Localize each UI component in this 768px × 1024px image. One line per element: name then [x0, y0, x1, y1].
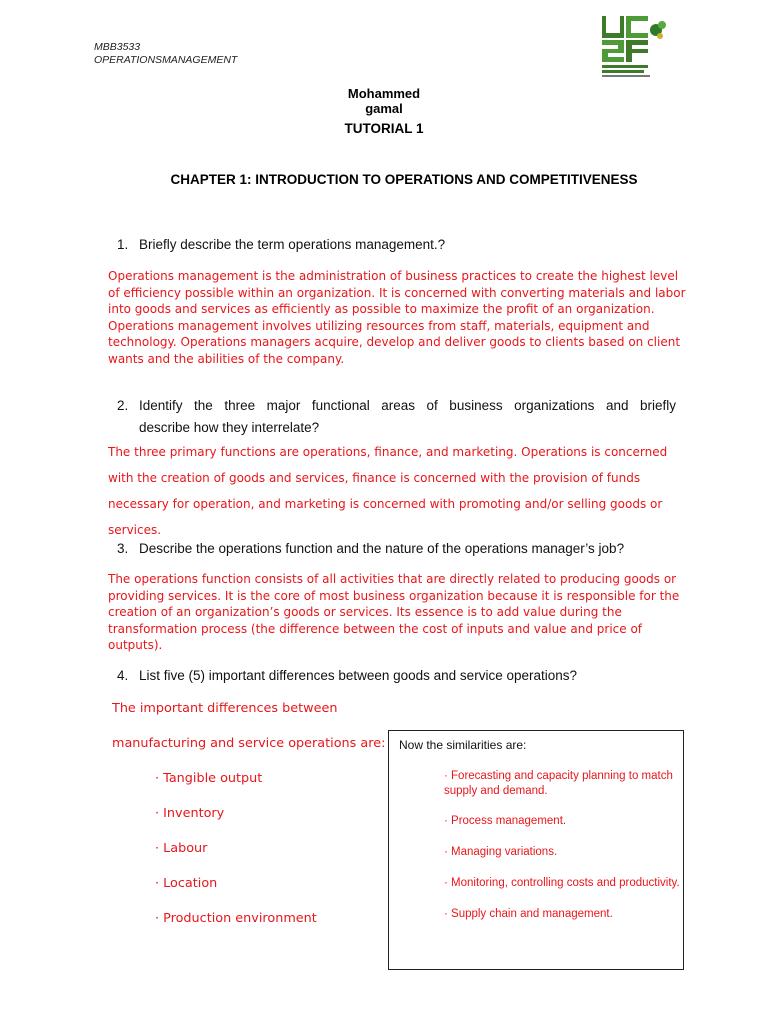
question-text: Describe the operations function and the nature of the operations manager’s job?	[139, 541, 625, 556]
question-number: 1.	[117, 237, 129, 252]
question-4	[117, 668, 577, 683]
similarities-box	[388, 730, 684, 970]
difference-item: · Inventory	[155, 806, 225, 821]
author-last-name: gamal	[365, 101, 403, 116]
similarity-item: · Forecasting and capacity planning to match supply and demand.	[444, 770, 673, 797]
similarity-item: · Managing variations.	[444, 846, 558, 858]
ucsf-logo-icon	[598, 12, 670, 82]
question-number: 2.	[117, 398, 129, 413]
similarities-title: Now the similarities are:	[399, 738, 527, 752]
question-2-line2: describe how they interrelate?	[139, 420, 320, 435]
difference-item: · Tangible output	[155, 771, 263, 786]
answer-1: Operations management is the administration of business practices to create the highest level of efficiency possible within an organization. It is concerned with converting materials and labor into goods and services as efficiently as possible to maximize the profit of an organization. Operations management involves utilizing resources from staff, materials, equipment and technology. Operations managers acquire, develop and deliver goods to clients based on client wants and the abilities of the company.	[108, 269, 686, 366]
question-text: List five (5) important differences between goods and service operations?	[139, 668, 577, 683]
question-3	[117, 541, 624, 556]
similarity-item: · Monitoring, controlling costs and productivity.	[444, 877, 680, 889]
similarity-item: · Supply chain and management.	[444, 908, 613, 920]
differences-intro-line1: The important differences between	[112, 701, 338, 716]
tutorial-title: TUTORIAL 1	[344, 121, 424, 136]
difference-item: · Location	[155, 876, 218, 891]
course-name: OPERATIONSMANAGEMENT	[94, 53, 238, 66]
question-text-line1: Identify the three major functional areas of business organizations and briefly	[139, 398, 676, 413]
differences-intro-line2: manufacturing and service operations are:	[112, 736, 386, 751]
question-number: 4.	[117, 668, 129, 683]
question-number: 3.	[117, 541, 129, 556]
answer-3: The operations function consists of all activities that are directly related to producing goods or providing services. It is the core of most business organization because it is responsible for the creation of an organization’s goods or services. Its essence is to add value during the transformation process (the difference between the cost of inputs and value and price of outputs).	[108, 572, 680, 652]
difference-item: · Production environment	[155, 911, 317, 926]
chapter-title: CHAPTER 1: INTRODUCTION TO OPERATIONS AND COMPETITIVENESS	[170, 172, 638, 187]
difference-item: · Labour	[155, 841, 208, 856]
author-first-name: Mohammed	[347, 86, 421, 101]
ucsf-logo	[598, 12, 670, 82]
course-header	[94, 41, 237, 66]
course-code: MBB3533	[94, 41, 141, 53]
answer-2: The three primary functions are operations, finance, and marketing. Operations is concerned with the creation of goods and services, finance is concerned with the provision of funds necessary for operation, and marketing is concerned with promoting and/or selling goods or services.	[108, 445, 668, 537]
question-1	[117, 237, 445, 252]
question-2	[117, 398, 676, 413]
similarity-item: · Process management.	[444, 815, 567, 827]
question-text: Briefly describe the term operations management.?	[139, 237, 446, 252]
